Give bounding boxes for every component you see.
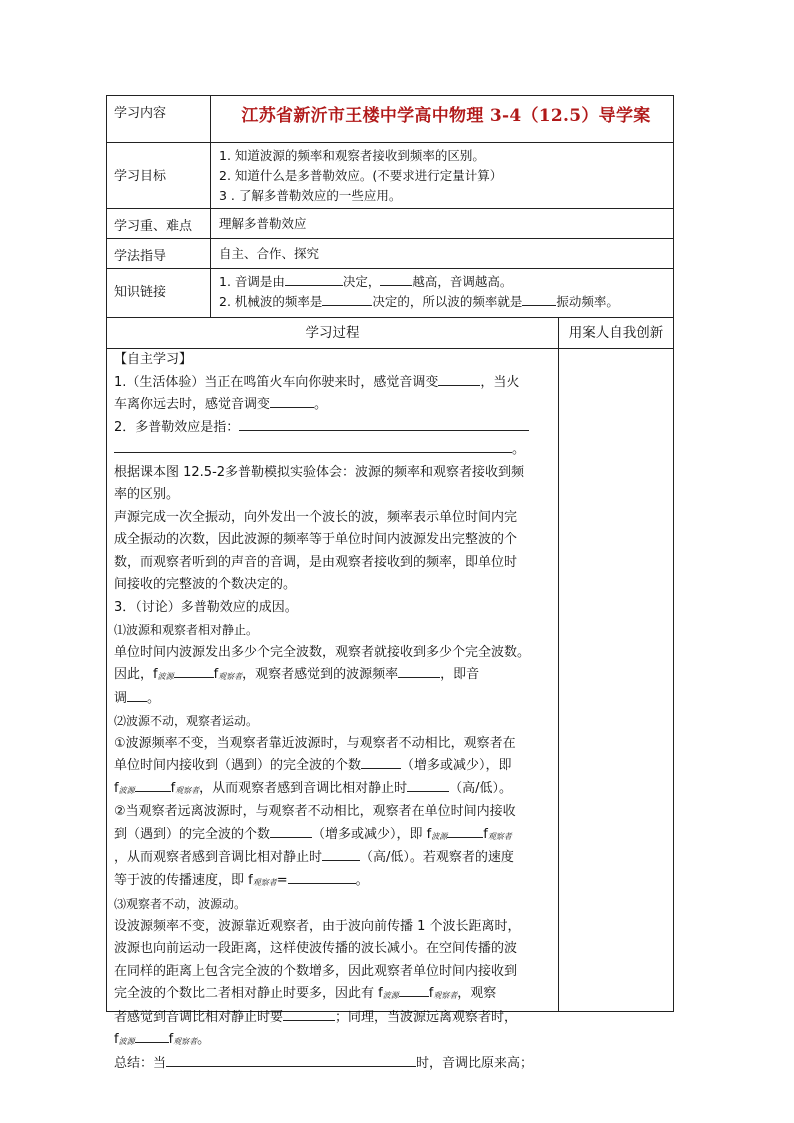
text: 。 (355, 872, 369, 888)
paragraph (114, 870, 552, 894)
text: 越高，音调越高。 (412, 274, 513, 289)
paragraph: 在同样的距离上包含完全波的个数增多，因此观察者单位时间内接收到 (114, 963, 518, 979)
blank[interactable] (380, 272, 412, 286)
paragraph (114, 755, 552, 778)
blank[interactable] (288, 870, 356, 884)
paragraph (114, 372, 552, 395)
subscript: 波源 (431, 831, 448, 841)
goal-item: 1. 知道波源的频率和观察者接收到频率的区别。 (219, 148, 485, 163)
knowledge-line-2 (219, 292, 673, 312)
paragraph: 因此，$f_{波源}$ $f_{观察者}$，观察者感觉到的波源频率 ，即音 (114, 664, 552, 688)
blank[interactable] (322, 847, 360, 861)
text: （高/低）。 (449, 780, 513, 796)
blank[interactable] (322, 292, 372, 306)
paragraph: 完全波的个数比二者相对静止时要多，因此有 $f_{波源}$ $f_{观察者}$，观察 (114, 983, 552, 1007)
paragraph (114, 439, 552, 462)
paragraph: 根据课本图 12.5-2多普勒模拟实验体会：波源的频率和观察者接收到频 (114, 464, 525, 480)
blank[interactable] (174, 664, 214, 678)
paragraph: 率的区别。 (114, 487, 180, 502)
subscript: 波源 (157, 672, 174, 681)
process-header: 学习过程 (107, 318, 559, 349)
subscript: 观察者 (175, 785, 200, 795)
knowledge-content (211, 269, 673, 317)
subscript: 波源 (118, 1037, 135, 1046)
text: （增多或减少），即 (401, 758, 512, 773)
text: 单位时间内接收到（遇到）的完全波的个数 (114, 758, 362, 773)
blank[interactable] (447, 824, 483, 838)
paragraph (114, 394, 552, 417)
paragraph: 数，而观察者听到的声音的音调，是由观察者接收到的频率，即单位时 (114, 554, 518, 570)
subscript: 观察者 (487, 831, 512, 841)
text: 调 (114, 690, 128, 706)
subscript: 观察者 (218, 672, 243, 681)
header-row (107, 96, 673, 143)
text: ，从而观察者感到音调比相对静止时 (114, 850, 323, 865)
blank[interactable] (135, 778, 171, 792)
page-title: 江苏省新沂市王楼中学高中物理 3-4（12.5）导学案 (241, 106, 651, 126)
text: 2．多普勒效应是指： (114, 419, 240, 435)
text: 车离你远去时，感觉音调变 (114, 397, 271, 412)
method-row (107, 239, 673, 269)
paragraph: ②当观察者远离波源时，与观察者不动相比，观察者在单位时间内接收 (114, 804, 516, 819)
section-heading: 【自主学习】 (114, 352, 193, 367)
paragraph: ①波源频率不变，当观察者靠近波源时，与观察者不动相比，观察者在 (114, 735, 516, 751)
text: 完全波的个数比二者相对静止时要多，因此有 f (114, 986, 383, 1001)
goals-label: 学习目标 (107, 143, 211, 208)
method-value: 自主、合作、探究 (219, 246, 320, 261)
text: f (114, 1032, 119, 1047)
blank[interactable] (285, 272, 343, 286)
text: 。 (197, 1032, 211, 1047)
key-label: 学习重、难点 (107, 209, 211, 238)
paragraph: 成全振动的次数，因此波源的频率等于单位时间内波源发出完整波的个 (114, 532, 518, 547)
blank[interactable] (270, 824, 312, 838)
knowledge-label: 知识链接 (107, 269, 211, 317)
text: 。 (314, 397, 328, 412)
text: 总结：当 (114, 1055, 167, 1071)
text: 时，音调比原来高； (416, 1055, 534, 1071)
paragraph (114, 847, 552, 870)
blank[interactable] (407, 778, 449, 792)
paragraph (114, 1007, 552, 1030)
text: 。 (147, 690, 161, 706)
key-row (107, 209, 673, 239)
side-header: 用案人自我创新 (559, 318, 673, 349)
goal-item: 3 . 了解多普勒效应的一些应用。 (219, 188, 402, 203)
text: 等于波的传播速度，即 f (114, 872, 253, 888)
goals-list (211, 143, 673, 208)
subscript: 观察者 (173, 1037, 198, 1046)
paragraph: 间接收的完整波的个数决定的。 (114, 577, 297, 592)
text: 2. 机械波的频率是 (219, 294, 323, 309)
text: （高/低）。若观察者的速度 (360, 850, 514, 865)
knowledge-line-1 (219, 272, 673, 292)
text: ，从而观察者感到音调比相对静止时 (199, 780, 408, 796)
blank[interactable] (399, 983, 429, 997)
paragraph: $f_{波源}$ $f_{观察者}$。 (114, 1029, 552, 1053)
goals-row (107, 143, 673, 209)
paragraph: 声源完成一次全振动，向外发出一个波长的波，频率表示单位时间内完 (114, 509, 518, 525)
method-label: 学法指导 (107, 239, 211, 268)
case-heading: ⑴波源和观察者相对静止。 (114, 623, 259, 637)
paragraph (114, 1053, 552, 1076)
text: ，观察者感觉到的波源频率 (242, 667, 399, 682)
blank[interactable] (398, 664, 440, 678)
blank[interactable] (522, 292, 556, 306)
blank[interactable] (270, 394, 314, 408)
process-content (107, 349, 559, 1071)
text: 。 (512, 442, 526, 457)
text: ，即音 (440, 667, 480, 682)
text: （增多或减少），即 f (312, 826, 432, 842)
text: = (276, 872, 288, 888)
text: 者感觉到音调比相对静止时要 (114, 1009, 284, 1025)
case-heading: ⑵波源不动，观察者运动。 (114, 714, 259, 728)
paragraph (114, 688, 552, 711)
blank[interactable] (239, 417, 529, 431)
subscript: 观察者 (252, 877, 277, 887)
text: 到（遇到）的完全波的个数 (114, 826, 271, 842)
blank[interactable] (438, 372, 480, 386)
text: ，当火 (480, 374, 520, 390)
subscript: 波源 (382, 991, 399, 1000)
goal-item: 2. 知道什么是多普勒效应。(不要求进行定量计算） (219, 168, 503, 183)
text: 决定的，所以波的频率就是 (372, 294, 523, 309)
blank[interactable] (114, 439, 512, 453)
subscript: 波源 (118, 785, 135, 795)
blank[interactable] (135, 1029, 169, 1043)
paragraph: 设波源频率不变，波源靠近观察者，由于波向前传播 1 个波长距离时， (114, 918, 521, 934)
knowledge-row (107, 269, 673, 318)
subscript: 观察者 (433, 991, 458, 1000)
paragraph: 3．（讨论）多普勒效应的成因。 (114, 599, 298, 615)
blank[interactable] (283, 1007, 335, 1021)
paragraph: $f_{波源}$ $f_{观察者}$，从而观察者感到音调比相对静止时 （高/低）。 (114, 778, 552, 802)
text: 振动频率。 (556, 294, 619, 309)
case-heading: ⑶观察者不动，波源动。 (114, 897, 247, 911)
self-innovation-column[interactable] (559, 349, 673, 1011)
blank[interactable] (127, 688, 147, 702)
blank[interactable] (361, 755, 401, 769)
key-value: 理解多普勒效应 (219, 216, 307, 231)
text: 因此，f (114, 667, 158, 682)
worksheet-table (106, 95, 674, 1071)
text: ，观察 (457, 986, 497, 1001)
blank[interactable] (166, 1053, 416, 1067)
paragraph (114, 417, 552, 440)
paragraph: 到（遇到）的完全波的个数 （增多或减少），即 $f_{波源}$ $f_{观察者}$ (114, 824, 552, 848)
text: 1. 音调是由 (219, 274, 285, 289)
text: 1.（生活体验）当正在鸣笛火车向你驶来时，感觉音调变 (114, 374, 439, 390)
paragraph: 波源也向前运动一段距离，这样使波传播的波长减小。在空间传播的波 (114, 941, 518, 956)
text: 决定， (342, 274, 381, 289)
text: ；同理，当波源远离观察者时， (335, 1009, 518, 1025)
paragraph: 单位时间内波源发出多少个完全波数，观察者就接收到多少个完全波数。 (114, 644, 531, 660)
content-label: 学习内容 (107, 96, 211, 142)
